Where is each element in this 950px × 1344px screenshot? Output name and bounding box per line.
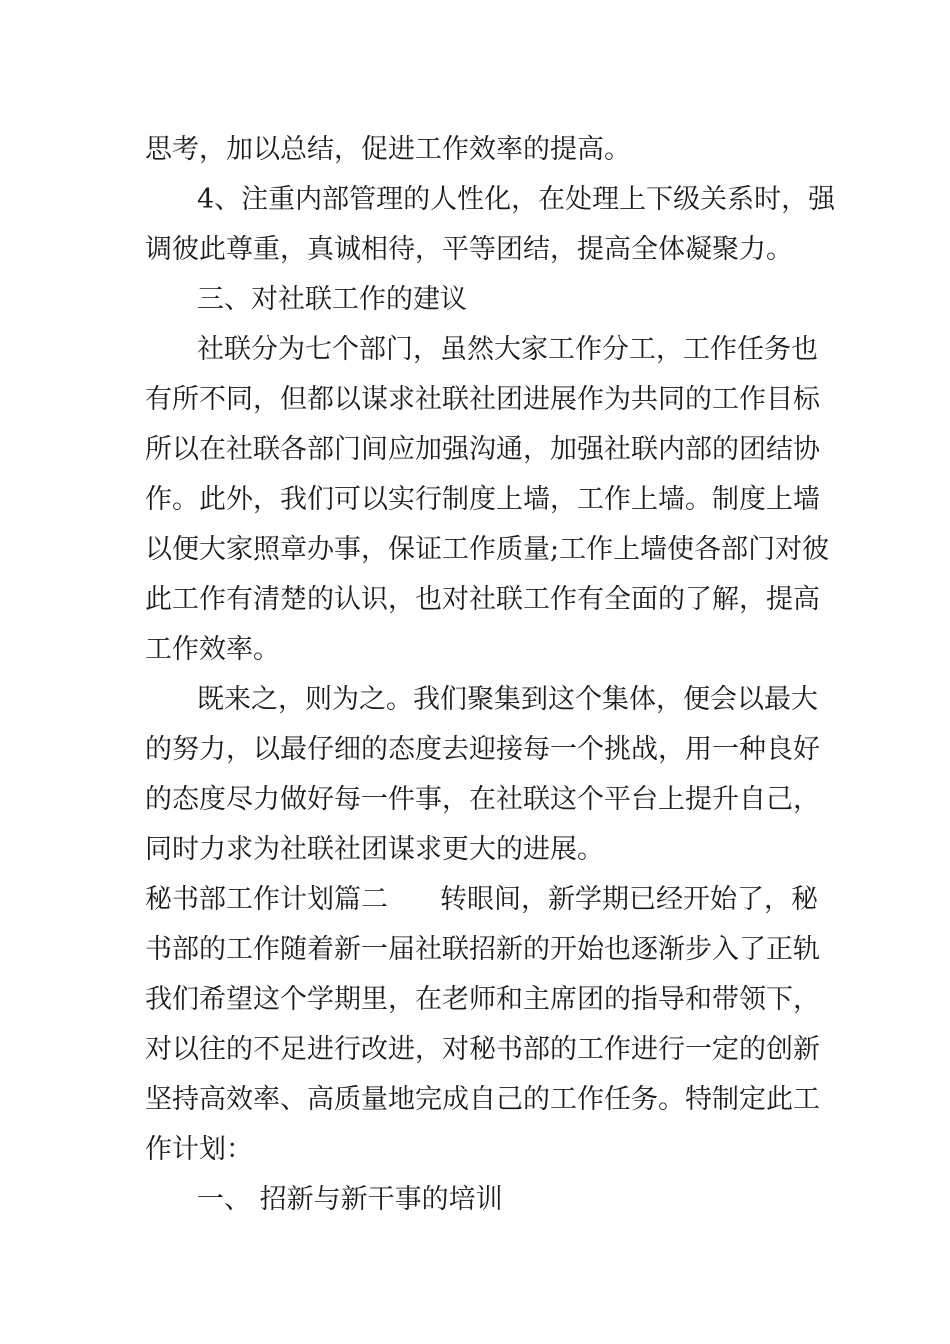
text-line: 调彼此尊重，真诚相待，平等团结，提高全体凝聚力。 [145, 234, 793, 265]
text-line: 的态度尽力做好每一件事，在社联这个平台上提升自己， [145, 784, 820, 815]
text-line: 同时力求为社联社团谋求更大的进展。 [145, 834, 604, 865]
text-line: 的努力，以最仔细的态度去迎接每一个挑战，用一种良好 [145, 734, 820, 765]
subsection-heading: 一、 招新与新干事的培训 [197, 1184, 503, 1215]
text-line: 我们希望这个学期里，在老师和主席团的指导和带领下， [145, 984, 820, 1015]
text-line: 有所不同，但都以谋求社联社团进展作为共同的工作目标 [145, 384, 820, 415]
text-line: 对以往的不足进行改进，对秘书部的工作进行一定的创新 [145, 1034, 820, 1065]
text-line: 4、注重内部管理的人性化，在处理上下级关系时，强 [197, 184, 836, 215]
text-line: 作。此外，我们可以实行制度上墙，工作上墙。制度上墙 [145, 484, 820, 515]
text-span: 转眼间，新学期已经开始了，秘 [440, 884, 818, 915]
text-line: 此工作有清楚的认识，也对社联工作有全面的了解，提高 [145, 584, 820, 615]
text-line: 工作效率。 [145, 634, 280, 665]
document-title: 秘书部工作计划篇二 [145, 884, 388, 915]
text-line-with-title [145, 880, 818, 920]
text-line: 既来之，则为之。我们聚集到这个集体，便会以最大 [197, 684, 818, 715]
text-line: 社联分为七个部门，虽然大家工作分工，工作任务也 [197, 334, 818, 365]
section-heading: 三、对社联工作的建议 [197, 284, 467, 315]
text-line: 所以在社联各部门间应加强沟通，加强社联内部的团结协 [145, 434, 820, 465]
text-line: 思考，加以总结，促进工作效率的提高。 [145, 134, 631, 165]
text-line: 作计划： [145, 1134, 253, 1165]
text-line: 以便大家照章办事，保证工作质量;工作上墙使各部门对彼 [145, 534, 830, 565]
text-line: 坚持高效率、高质量地完成自己的工作任务。特制定此工 [145, 1084, 820, 1115]
text-line: 书部的工作随着新一届社联招新的开始也逐渐步入了正轨 [145, 934, 820, 965]
